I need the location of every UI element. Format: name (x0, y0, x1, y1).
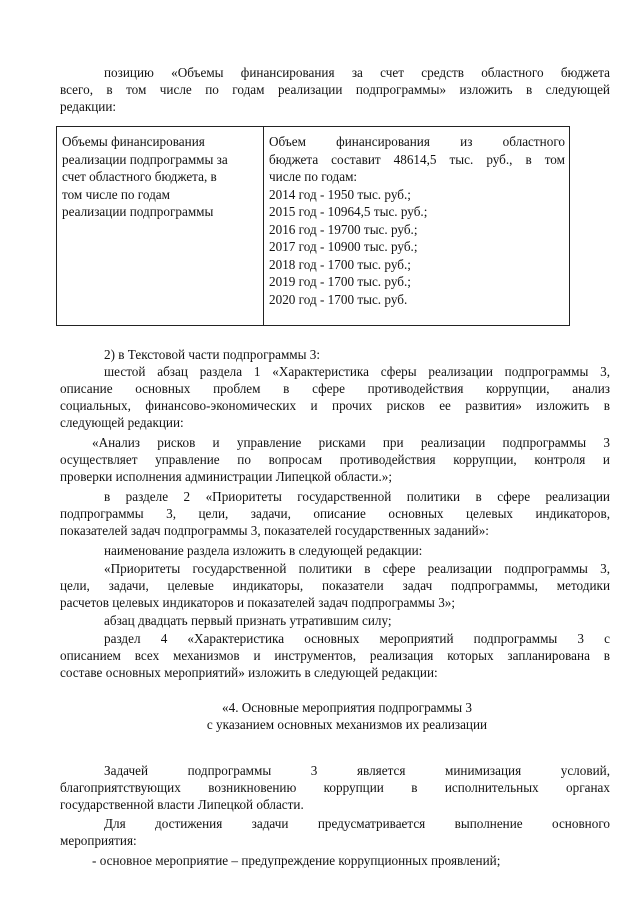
body-line: «Приоритеты государственной политики в сфере реализации подпрограммы 3, (104, 561, 610, 576)
body-line: абзац двадцать первый признать утратившим силу; (104, 613, 392, 628)
funding-table (56, 126, 570, 326)
tail-line: благоприятствующих возникновению коррупции в исполнительных органах (60, 780, 610, 795)
table-right-year: 2019 год - 1700 тыс. руб.; (269, 274, 411, 289)
tail-line: государственной власти Липецкой области. (60, 797, 304, 812)
table-left-line: том числе по годам (62, 186, 170, 202)
body-line: расчетов целевых индикаторов и показателей задач подпрограммы 3»; (60, 595, 456, 610)
funding-table-label-cell (57, 127, 264, 326)
table-right-year: 2018 год - 1700 тыс. руб.; (269, 256, 411, 272)
body-line: шестой абзац раздела 1 «Характеристика сферы реализации подпрограммы 3, (104, 364, 610, 379)
body-line: составе основных мероприятий» изложить в следующей редакции: (60, 665, 438, 680)
body-line: осуществляет управление по вопросам противодействия коррупции, контроля и (60, 452, 610, 467)
body-line: следующей редакции: (60, 415, 184, 430)
intro-line-1: позицию «Объемы финансирования за счет средств областного бюджета (104, 65, 610, 80)
tail-line: Для достижения задачи предусматривается выполнение основного (104, 816, 610, 831)
intro-line-2: всего, в том числе по годам реализации подпрограммы» изложить в следующей (60, 82, 610, 97)
table-right-line: бюджета составит 48614,5 тыс. руб., в том (269, 151, 565, 167)
body-line: описанием всех механизмов и инструментов, реализация которых запланирована в (60, 648, 610, 663)
table-right-line: числе по годам: (269, 169, 358, 184)
tail-line: Задачей подпрограммы 3 является минимизация условий, (104, 763, 610, 778)
body-line: показателей задач подпрограммы 3, показателей государственных заданий»: (60, 523, 489, 538)
table-right-year: 2016 год - 19700 тыс. руб.; (269, 221, 418, 237)
table-right-year: 2017 год - 10900 тыс. руб.; (269, 239, 418, 254)
table-right-year: 2014 год - 1950 тыс. руб.; (269, 186, 411, 202)
body-line: подпрограммы 3, цели, задачи, описание основных целевых индикаторов, (60, 506, 610, 521)
section-heading-line-2: с указанием основных механизмов их реализации (206, 717, 488, 732)
intro-line-3: редакции: (60, 99, 117, 114)
body-line: раздел 4 «Характеристика основных мероприятий подпрограммы 3 с (104, 631, 610, 646)
table-left-line: реализации подпрограммы за (62, 151, 228, 167)
body-line: в разделе 2 «Приоритеты государственной политики в сфере реализации (104, 489, 610, 504)
table-right-line: Объем финансирования из областного (269, 134, 565, 149)
body-line: наименование раздела изложить в следующей редакции: (104, 543, 423, 558)
body-line: цели, задачи, целевые индикаторы, показатели задач подпрограммы, методики (60, 578, 610, 593)
body-line: социальных, финансово-экономических и прочих рисков ее развития» изложить в (60, 398, 610, 413)
table-left-line: счет областного бюджета, в (62, 169, 217, 184)
section-heading-line-1: «4. Основные мероприятия подпрограммы 3 (222, 700, 472, 715)
table-right-year: 2015 год - 10964,5 тыс. руб.; (269, 204, 428, 219)
tail-line: мероприятия: (60, 833, 137, 848)
body-line: проверки исполнения администрации Липецкой области.»; (60, 469, 393, 484)
table-right-year: 2020 год - 1700 тыс. руб. (269, 291, 408, 307)
funding-table-value-cell (264, 127, 570, 326)
table-left-line: реализации подпрограммы (62, 204, 214, 219)
body-line: 2) в Текстовой части подпрограммы 3: (104, 347, 321, 362)
table-left-line: Объемы финансирования (62, 134, 205, 149)
body-line: «Анализ рисков и управление рисками при реализации подпрограммы 3 (92, 435, 610, 450)
body-line: описание основных проблем в сфере противодействия коррупции, анализ (60, 381, 610, 396)
tail-line: - основное мероприятие – предупреждение коррупционных проявлений; (92, 853, 501, 868)
